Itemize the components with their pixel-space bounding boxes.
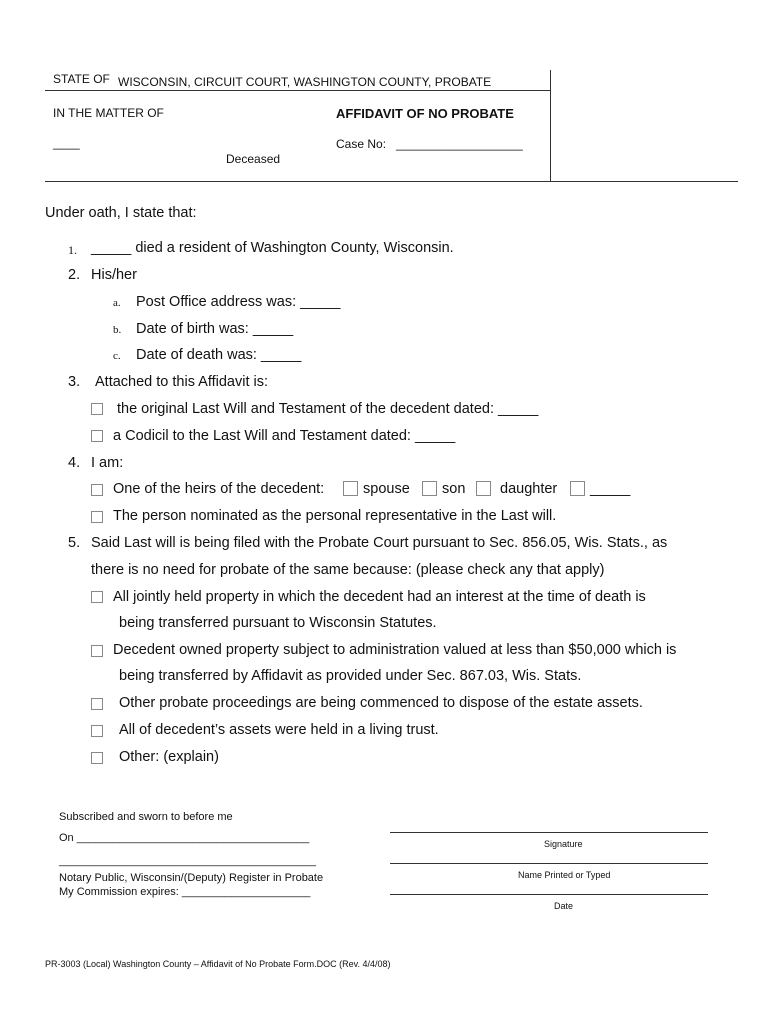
decedent-name-blank[interactable]: ____ (53, 136, 80, 150)
header-right-divider (550, 70, 551, 181)
name-printed-line[interactable] (390, 863, 708, 864)
commission-expires[interactable]: My Commission expires: _____________________ (59, 886, 311, 898)
item-4-number: 4. (68, 455, 81, 471)
item-2a-text: Post Office address was: _____ (136, 294, 341, 310)
joint-property-line-2: being transferred pursuant to Wisconsin Statutes. (119, 615, 437, 631)
small-estate-checkbox[interactable] (91, 645, 103, 657)
other-relation-checkbox[interactable] (570, 481, 585, 496)
item-3-text: Attached to this Affidavit is: (95, 374, 269, 390)
court-line: WISCONSIN, CIRCUIT COURT, WASHINGTON COUNTY, PROBATE (118, 75, 492, 89)
date-label: Date (554, 901, 574, 911)
item-5-line-1: Said Last will is being filed with the Probate Court pursuant to Sec. 856.05, Wis. Stats., as (91, 535, 668, 551)
date-line[interactable] (390, 894, 708, 895)
name-printed-label: Name Printed or Typed (518, 870, 611, 880)
other-proceedings-text: Other probate proceedings are being commenced to dispose of the estate assets. (119, 695, 643, 711)
notary-signature-line[interactable]: __________________________________________ (59, 855, 316, 867)
header-top-rule (45, 90, 550, 91)
other-proceedings-checkbox[interactable] (91, 698, 103, 710)
personal-rep-text: The person nominated as the personal representative in the Last will. (113, 508, 557, 524)
form-footer: PR-3003 (Local) Washington County – Affidavit of No Probate Form.DOC (Rev. 4/4/08) (45, 959, 391, 969)
item-3-number: 3. (68, 374, 81, 390)
item-2b-letter: b. (113, 324, 122, 336)
personal-rep-checkbox[interactable] (91, 511, 103, 523)
item-4-text: I am: (91, 455, 124, 471)
small-estate-line-2: being transferred by Affidavit as provided under Sec. 867.03, Wis. Stats. (119, 668, 582, 684)
notary-title: Notary Public, Wisconsin/(Deputy) Register in Probate (59, 872, 324, 884)
joint-property-checkbox[interactable] (91, 591, 103, 603)
deceased-label: Deceased (226, 152, 281, 166)
spouse-checkbox[interactable] (343, 481, 358, 496)
other-explain-text: Other: (explain) (119, 749, 219, 765)
intro-text: Under oath, I state that: (45, 205, 197, 221)
heir-option-text: One of the heirs of the decedent: (113, 481, 325, 497)
item-5-line-2: there is no need for probate of the same because: (please check any that apply) (91, 562, 605, 578)
signature-label: Signature (544, 839, 583, 849)
joint-property-line-1: All jointly held property in which the decedent had an interest at the time of death is (113, 589, 646, 605)
subscribed-text: Subscribed and sworn to before me (59, 811, 233, 823)
item-2b-text: Date of birth was: _____ (136, 321, 294, 337)
form-title: AFFIDAVIT OF NO PROBATE (336, 106, 514, 121)
sworn-on-date-line[interactable]: On ______________________________________ (59, 832, 310, 844)
case-no-label: Case No: (336, 137, 387, 151)
daughter-label: daughter (500, 481, 558, 497)
item-1-text: _____ died a resident of Washington County, Wisconsin. (91, 240, 454, 256)
spouse-label: spouse (363, 481, 410, 497)
state-of-label: STATE OF (53, 72, 110, 86)
in-the-matter-of: IN THE MATTER OF (53, 106, 164, 120)
will-checkbox[interactable] (91, 403, 103, 415)
small-estate-line-1: Decedent owned property subject to administration valued at less than $50,000 which is (113, 642, 677, 658)
signature-line[interactable] (390, 832, 708, 833)
will-option-text: the original Last Will and Testament of the decedent dated: _____ (117, 401, 539, 417)
daughter-checkbox[interactable] (476, 481, 491, 496)
item-1-number: 1. (68, 243, 77, 257)
living-trust-checkbox[interactable] (91, 725, 103, 737)
item-5-number: 5. (68, 535, 81, 551)
son-checkbox[interactable] (422, 481, 437, 496)
item-2-number: 2. (68, 267, 81, 283)
header-bottom-rule (45, 181, 738, 182)
item-2-text: His/her (91, 267, 137, 283)
item-2c-letter: c. (113, 350, 121, 362)
other-explain-checkbox[interactable] (91, 752, 103, 764)
item-2a-letter: a. (113, 297, 121, 309)
living-trust-text: All of decedent’s assets were held in a living trust. (119, 722, 439, 738)
other-relation-blank[interactable]: _____ (590, 481, 631, 497)
son-label: son (442, 481, 466, 497)
case-no-field[interactable]: ___________________ (396, 137, 523, 151)
codicil-option-text: a Codicil to the Last Will and Testament dated: _____ (113, 428, 456, 444)
heir-checkbox[interactable] (91, 484, 103, 496)
codicil-checkbox[interactable] (91, 430, 103, 442)
item-2c-text: Date of death was: _____ (136, 347, 302, 363)
